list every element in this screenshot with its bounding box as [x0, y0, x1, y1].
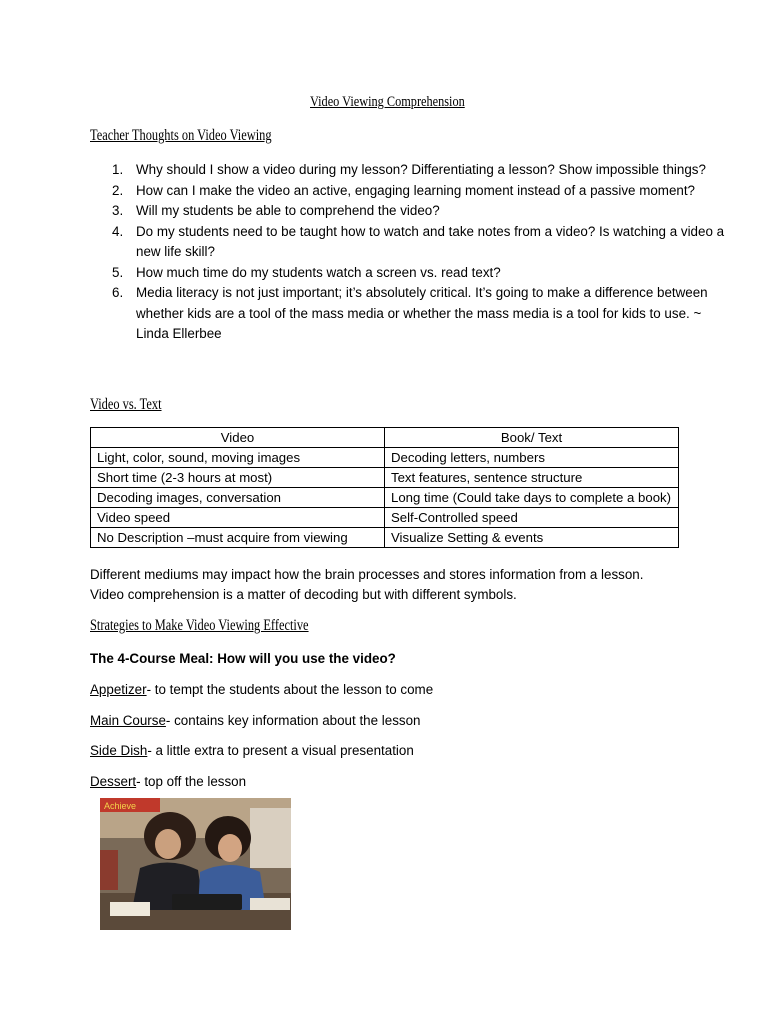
- section-heading-teacher-thoughts: Teacher Thoughts on Video Viewing: [90, 127, 272, 144]
- comparison-table: [90, 427, 679, 548]
- table-note: Video comprehension is a matter of decoding but with different symbols.: [90, 587, 517, 602]
- list-item: 5. How much time do my students watch a screen vs. read text?: [112, 264, 501, 280]
- list-item: 2. How can I make the video an active, engaging learning moment instead of a passive moment?: [112, 182, 696, 198]
- meal-heading: The 4-Course Meal: How will you use the video?: [90, 651, 396, 666]
- course-dessert: Dessert- top off the lesson: [90, 774, 247, 789]
- table-row: [91, 508, 679, 528]
- course-main: Main Course- contains key information about the lesson: [90, 713, 421, 728]
- course-side-dish: Side Dish- a little extra to present a visual presentation: [90, 743, 414, 758]
- table-note: Different mediums may impact how the brain processes and stores information from a lesson.: [90, 567, 644, 582]
- table-cell: No Description –must acquire from viewing: [91, 528, 385, 548]
- table-header-row: [91, 428, 679, 448]
- table-cell: Decoding images, conversation: [91, 488, 385, 508]
- table-row: [91, 448, 679, 468]
- photo-sign-text: Achieve: [104, 801, 137, 811]
- course-appetizer: Appetizer- to tempt the students about the lesson to come: [90, 682, 434, 697]
- table-row: [91, 468, 679, 488]
- table-row: [91, 488, 679, 508]
- list-item: 6. Media literacy is not just important; it’s absolutely critical. It’s going to make a difference between whether kids are a tool of the mass media or whether the mass media is a tool for kids to use. ~ Linda Ellerbee: [112, 285, 708, 341]
- thoughts-list: [90, 160, 726, 345]
- table-cell: Long time (Could take days to complete a book): [385, 488, 679, 508]
- list-item: 1. Why should I show a video during my lesson? Differentiating a lesson? Show impossible things?: [112, 162, 706, 177]
- table-cell: Self-Controlled speed: [385, 508, 679, 528]
- table-cell: Text features, sentence structure: [385, 468, 679, 488]
- table-cell: Short time (2-3 hours at most): [91, 468, 385, 488]
- table-cell: Visualize Setting & events: [385, 528, 679, 548]
- list-item: 3. Will my students be able to comprehend the video?: [112, 203, 440, 218]
- table-cell: Light, color, sound, moving images: [91, 448, 385, 468]
- column-header-text: Book/ Text: [385, 428, 679, 448]
- column-header-video: Video: [91, 428, 385, 448]
- section-heading-strategies: Strategies to Make Video Viewing Effective: [90, 617, 309, 634]
- table-cell: Video speed: [91, 508, 385, 528]
- section-heading-video-vs-text: Video vs. Text: [90, 396, 162, 413]
- students-photo-illustration: [100, 798, 291, 930]
- students-photo: [100, 798, 291, 930]
- table-row: [91, 528, 679, 548]
- document-title: Video Viewing Comprehension: [310, 94, 465, 110]
- list-item: 4. Do my students need to be taught how to watch and take notes from a video? Is watching a video a new life skill?: [112, 223, 725, 259]
- table-cell: Decoding letters, numbers: [385, 448, 679, 468]
